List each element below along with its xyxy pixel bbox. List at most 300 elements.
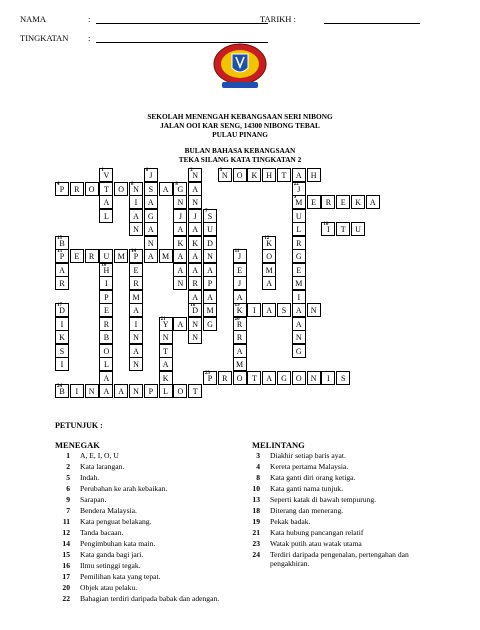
cell-letter: D — [207, 238, 213, 248]
cell-letter: A — [103, 373, 110, 383]
cell-letter: K — [251, 171, 258, 180]
grid-cell[interactable] — [366, 195, 380, 209]
clue-item — [242, 528, 440, 537]
grid-cell[interactable] — [70, 182, 84, 196]
grid-cell[interactable] — [99, 371, 113, 385]
grid-cell[interactable] — [203, 249, 217, 263]
grid-cell[interactable] — [321, 222, 335, 236]
grid-cell[interactable] — [292, 249, 306, 263]
clue-item — [52, 594, 250, 603]
grid-cell[interactable] — [292, 344, 306, 358]
cell-letter: M — [265, 265, 273, 275]
school-name: SEKOLAH MENENGAH KEBANGSAAN SERI NIBONG — [147, 112, 333, 121]
grid-cell[interactable] — [292, 290, 306, 304]
grid-cell[interactable] — [159, 371, 173, 385]
grid-cell[interactable] — [129, 195, 143, 209]
grid-cell[interactable] — [99, 209, 113, 223]
cell-letter: A — [177, 265, 184, 275]
cell-letter: K — [177, 238, 184, 248]
cell-letter: L — [163, 387, 169, 396]
cell-letter: B — [59, 387, 65, 396]
grid-cell[interactable] — [336, 195, 350, 209]
grid-cell[interactable] — [114, 249, 128, 263]
grid-cell[interactable] — [99, 330, 113, 344]
clue-text: Ilmu setinggi tegak. — [80, 561, 141, 570]
cell-letter: G — [207, 319, 213, 329]
cell-number: 20 — [234, 316, 240, 322]
grid-cell[interactable] — [144, 249, 158, 263]
clue-item — [52, 462, 250, 471]
cell-letter: E — [103, 306, 109, 315]
grid-cell[interactable] — [129, 317, 143, 331]
clue-number: 5 — [66, 473, 70, 482]
grid-cell[interactable] — [233, 249, 247, 263]
cell-letter: M — [295, 279, 303, 288]
clue-number: 18 — [252, 506, 260, 515]
grid-cell[interactable] — [99, 276, 113, 290]
grid-cell[interactable] — [188, 290, 202, 304]
grid-cell[interactable] — [129, 182, 143, 196]
clue-text: Seperti katak di bawah tempurung. — [270, 495, 377, 504]
grid-cell[interactable] — [129, 222, 143, 236]
cell-letter: J — [149, 171, 153, 180]
grid-cell[interactable] — [203, 276, 217, 290]
cell-letter: G — [177, 184, 184, 194]
clue-number: 19 — [252, 517, 260, 526]
cell-letter: R — [192, 279, 198, 288]
grid-cell[interactable] — [292, 222, 306, 236]
grid-cell[interactable] — [188, 249, 202, 263]
clue-item — [52, 561, 250, 570]
cell-letter: P — [59, 184, 65, 194]
cell-letter: J — [238, 252, 242, 261]
clue-item — [52, 473, 250, 482]
cell-letter: A — [207, 292, 213, 302]
cell-letter: N — [310, 373, 317, 383]
grid-cell[interactable] — [262, 249, 276, 263]
grid-cell[interactable] — [173, 249, 187, 263]
clue-number: 17 — [62, 572, 70, 581]
grid-cell[interactable] — [159, 249, 173, 263]
cell-letter: M — [236, 360, 244, 369]
cell-letter: V — [103, 171, 110, 180]
clue-text: Kereta pertama Malaysia. — [270, 462, 349, 471]
cell-letter: R — [236, 333, 243, 342]
cell-letter: I — [327, 225, 330, 234]
grid-cell[interactable] — [292, 182, 306, 196]
grid-cell[interactable] — [233, 290, 247, 304]
clue-number: 22 — [62, 594, 70, 603]
cell-letter: T — [103, 184, 109, 194]
grid-cell[interactable] — [188, 168, 202, 182]
grid-cell[interactable] — [144, 236, 158, 250]
cell-letter: A — [147, 198, 154, 207]
grid-cell[interactable] — [277, 303, 291, 317]
grid-cell[interactable] — [99, 344, 113, 358]
grid-cell[interactable] — [292, 209, 306, 223]
grid-cell[interactable] — [173, 263, 187, 277]
grid-cell[interactable] — [55, 330, 69, 344]
grid-cell[interactable] — [188, 317, 202, 331]
grid-cell[interactable] — [262, 263, 276, 277]
cell-letter: N — [133, 333, 139, 342]
grid-cell[interactable] — [233, 303, 247, 317]
clue-number: 6 — [66, 484, 70, 493]
cell-letter: J — [297, 184, 301, 194]
grid-cell[interactable] — [188, 263, 202, 277]
grid-cell[interactable] — [99, 357, 113, 371]
cell-letter: A — [266, 306, 273, 315]
cell-number: 13 — [57, 249, 62, 254]
cell-letter: J — [178, 211, 182, 221]
grid-cell[interactable] — [336, 371, 350, 385]
cell-letter: N — [192, 319, 199, 329]
clue-text: Pemilihan kata yang tepat. — [80, 572, 161, 581]
cell-letter: A — [295, 171, 302, 180]
grid-cell[interactable] — [55, 317, 69, 331]
grid-cell[interactable] — [292, 317, 306, 331]
cell-letter: S — [59, 346, 65, 356]
cell-letter: I — [60, 319, 64, 329]
cell-letter: M — [117, 252, 125, 261]
cell-number: 19 — [234, 303, 240, 308]
grid-cell[interactable] — [233, 168, 247, 182]
grid-cell[interactable] — [99, 317, 113, 331]
grid-cell[interactable] — [144, 384, 158, 398]
cell-letter: O — [236, 171, 243, 180]
grid-cell[interactable] — [129, 249, 143, 263]
cell-letter: P — [59, 252, 65, 261]
cell-letter: K — [236, 306, 243, 315]
grid-cell[interactable] — [99, 195, 113, 209]
cell-letter: N — [177, 279, 184, 288]
cell-letter: G — [295, 252, 302, 261]
grid-cell[interactable] — [247, 303, 261, 317]
grid-cell[interactable] — [188, 276, 202, 290]
grid-cell[interactable] — [262, 276, 276, 290]
clue-number: 12 — [62, 528, 70, 537]
cell-letter: A — [147, 225, 154, 234]
grid-cell[interactable] — [70, 249, 84, 263]
grid-cell[interactable] — [99, 168, 113, 182]
cell-letter: I — [134, 198, 138, 207]
cell-letter: A — [207, 265, 213, 275]
grid-cell[interactable] — [233, 371, 247, 385]
grid-cell[interactable] — [99, 249, 113, 263]
clue-text: Terdiri daripada pengenalan, pertengahan dan pengakhiran. — [270, 550, 409, 568]
grid-cell[interactable] — [173, 236, 187, 250]
grid-cell[interactable] — [188, 182, 202, 196]
grid-cell[interactable] — [159, 344, 173, 358]
grid-cell[interactable] — [85, 182, 99, 196]
cell-letter: O — [266, 252, 273, 261]
clue-number: 21 — [252, 528, 260, 537]
grid-cell[interactable] — [55, 344, 69, 358]
cell-number: 12 — [264, 235, 270, 241]
cell-letter: P — [148, 387, 154, 396]
grid-cell[interactable] — [188, 209, 202, 223]
grid-cell[interactable] — [203, 290, 217, 304]
cell-letter: P — [207, 279, 213, 288]
grid-cell[interactable] — [55, 276, 69, 290]
grid-cell[interactable] — [292, 276, 306, 290]
cell-letter: G — [281, 373, 287, 383]
school-address: JALAN OOI KAR SENG, 14300 NIBONG TEBAL — [160, 121, 320, 130]
grid-cell[interactable] — [173, 195, 187, 209]
grid-cell[interactable] — [173, 384, 187, 398]
cell-letter: M — [132, 292, 140, 302]
cell-letter: E — [237, 265, 243, 275]
grid-cell[interactable] — [85, 384, 99, 398]
cell-letter: N — [133, 387, 139, 396]
clue-item — [52, 495, 250, 504]
clue-item — [242, 506, 440, 515]
cell-letter: A — [192, 265, 199, 275]
grid-cell[interactable] — [233, 330, 247, 344]
cell-letter: T — [340, 225, 346, 234]
name-field[interactable]: NAMA : — [20, 14, 46, 24]
grid-cell[interactable] — [129, 276, 143, 290]
grid-cell[interactable] — [159, 317, 173, 331]
grid-cell[interactable] — [159, 384, 173, 398]
grid-cell[interactable] — [203, 371, 217, 385]
grid-cell[interactable] — [99, 182, 113, 196]
cell-letter: G — [295, 346, 302, 356]
clue-text: Kata penguat belakang. — [80, 517, 152, 526]
clue-item — [52, 528, 250, 537]
cell-letter: R — [222, 373, 228, 383]
grid-cell[interactable] — [55, 303, 69, 317]
grid-cell[interactable] — [144, 182, 158, 196]
clue-number: 2 — [66, 462, 70, 471]
clue-item — [242, 473, 440, 482]
grid-cell[interactable] — [55, 182, 69, 196]
cell-letter: T — [251, 373, 257, 383]
grid-cell[interactable] — [99, 263, 113, 277]
grid-cell[interactable] — [173, 276, 187, 290]
grid-cell[interactable] — [129, 384, 143, 398]
grid-cell[interactable] — [262, 168, 276, 182]
cell-letter: A — [192, 292, 199, 302]
cell-number: 14 — [131, 249, 136, 254]
grid-cell[interactable] — [173, 317, 187, 331]
cell-letter: N — [192, 333, 199, 342]
clue-number: 15 — [62, 550, 70, 559]
grid-cell[interactable] — [159, 357, 173, 371]
clue-item — [242, 495, 440, 504]
across-heading: MELINTANG — [252, 440, 305, 450]
date-label: TARIKH : — [260, 14, 296, 24]
grid-cell[interactable] — [351, 222, 365, 236]
cell-letter: P — [133, 252, 139, 261]
grid-cell[interactable] — [292, 303, 306, 317]
cell-letter: J — [193, 211, 197, 221]
grid-cell[interactable] — [70, 384, 84, 398]
clue-number: 3 — [256, 451, 260, 460]
grid-cell[interactable] — [262, 236, 276, 250]
clue-item — [52, 517, 250, 526]
grid-cell[interactable] — [144, 209, 158, 223]
grid-cell[interactable] — [233, 344, 247, 358]
cell-letter: L — [296, 225, 302, 234]
cell-number: 3 — [219, 168, 223, 173]
grid-cell[interactable] — [188, 236, 202, 250]
grid-cell[interactable] — [351, 195, 365, 209]
cell-letter: A — [162, 360, 169, 369]
grid-cell[interactable] — [144, 195, 158, 209]
grid-cell[interactable] — [307, 168, 321, 182]
clue-text: Watak putih atau watak utama — [270, 539, 362, 548]
clue-text: Kata ganti diri orang ketiga. — [270, 473, 356, 482]
grid-cell[interactable] — [218, 168, 232, 182]
grid-cell[interactable] — [292, 371, 306, 385]
grid-cell[interactable] — [203, 303, 217, 317]
cell-letter: O — [118, 184, 125, 194]
grid-cell[interactable] — [114, 384, 128, 398]
grid-cell[interactable] — [159, 182, 173, 196]
grid-cell[interactable] — [233, 317, 247, 331]
grid-cell[interactable] — [292, 236, 306, 250]
cell-letter: A — [133, 306, 139, 315]
grid-cell[interactable] — [85, 249, 99, 263]
grid-cell[interactable] — [55, 357, 69, 371]
grid-cell[interactable] — [144, 168, 158, 182]
cell-letter: R — [296, 238, 302, 248]
grid-cell[interactable] — [129, 357, 143, 371]
grid-cell[interactable] — [321, 195, 335, 209]
grid-cell[interactable] — [99, 303, 113, 317]
form-field[interactable]: TINGKATAN : — [20, 33, 68, 43]
clue-text: Indah. — [80, 473, 100, 482]
cell-letter: R — [325, 198, 332, 207]
grid-cell[interactable] — [188, 222, 202, 236]
cell-letter: H — [310, 171, 317, 180]
cell-number: 17 — [57, 303, 62, 308]
cell-letter: B — [59, 238, 65, 248]
cell-letter: N — [295, 333, 302, 342]
clue-item — [52, 484, 250, 493]
cell-letter: A — [103, 387, 110, 396]
grid-cell[interactable] — [203, 209, 217, 223]
cell-letter: M — [295, 198, 303, 207]
grid-cell[interactable] — [129, 263, 143, 277]
grid-cell[interactable] — [321, 371, 335, 385]
cell-letter: H — [266, 171, 273, 180]
grid-cell[interactable] — [129, 209, 143, 223]
clue-text: Pekak badak. — [270, 517, 311, 526]
cell-letter: S — [340, 373, 346, 383]
clue-text: Perubahan ke arah kebaikan. — [80, 484, 168, 493]
grid-cell[interactable] — [188, 303, 202, 317]
cell-letter: A — [177, 252, 184, 261]
grid-cell[interactable] — [55, 384, 69, 398]
grid-cell[interactable] — [247, 168, 261, 182]
cell-letter: S — [148, 184, 154, 194]
grid-cell[interactable] — [129, 330, 143, 344]
grid-cell[interactable] — [114, 182, 128, 196]
school-state: PULAU PINANG — [212, 130, 268, 139]
clue-text: Kata larangan. — [80, 462, 125, 471]
cell-number: 6 — [145, 168, 149, 173]
grid-cell[interactable] — [233, 263, 247, 277]
grid-cell[interactable] — [203, 263, 217, 277]
cell-letter: U — [295, 211, 302, 221]
grid-cell[interactable] — [218, 371, 232, 385]
cell-letter: E — [311, 198, 317, 207]
grid-cell[interactable] — [144, 222, 158, 236]
grid-cell[interactable] — [247, 371, 261, 385]
clue-text: Diakhir setiap baris ayat. — [270, 451, 346, 460]
cell-letter: O — [236, 373, 243, 383]
cell-number: 16 — [101, 262, 107, 268]
grid-cell[interactable] — [173, 182, 187, 196]
grid-cell[interactable] — [307, 195, 321, 209]
cell-letter: E — [133, 265, 139, 275]
grid-cell[interactable] — [336, 222, 350, 236]
grid-cell[interactable] — [203, 222, 217, 236]
grid-cell[interactable] — [203, 317, 217, 331]
clue-text: Bendera Malaysia. — [80, 506, 137, 515]
grid-cell[interactable] — [173, 209, 187, 223]
grid-cell[interactable] — [292, 330, 306, 344]
grid-cell[interactable] — [307, 371, 321, 385]
cell-number: 7 — [205, 208, 208, 214]
grid-cell[interactable] — [99, 290, 113, 304]
grid-cell[interactable] — [233, 357, 247, 371]
grid-cell[interactable] — [233, 276, 247, 290]
cell-letter: E — [74, 252, 80, 261]
grid-cell[interactable] — [307, 303, 321, 317]
cell-letter: N — [88, 387, 95, 396]
grid-cell[interactable] — [55, 249, 69, 263]
cell-letter: N — [192, 198, 199, 207]
grid-cell[interactable] — [129, 290, 143, 304]
cell-letter: R — [74, 184, 80, 194]
cell-letter: A — [295, 319, 302, 329]
grid-cell[interactable] — [99, 384, 113, 398]
form-label: TINGKATAN — [20, 33, 69, 43]
grid-cell[interactable] — [292, 168, 306, 182]
grid-cell[interactable] — [159, 330, 173, 344]
grid-cell[interactable] — [277, 371, 291, 385]
grid-cell[interactable] — [203, 236, 217, 250]
cell-number: 24 — [57, 384, 62, 389]
grid-cell[interactable] — [129, 344, 143, 358]
grid-cell[interactable] — [262, 303, 276, 317]
grid-cell[interactable] — [188, 384, 202, 398]
cell-letter: P — [207, 373, 213, 383]
grid-cell[interactable] — [129, 303, 143, 317]
cell-letter: T — [281, 171, 287, 180]
cell-letter: H — [103, 265, 110, 275]
cell-letter: I — [60, 360, 64, 369]
cell-letter: I — [327, 373, 330, 383]
grid-cell[interactable] — [262, 371, 276, 385]
cell-letter: O — [103, 346, 110, 356]
grid-cell[interactable] — [277, 168, 291, 182]
cell-letter: A — [118, 387, 125, 396]
grid-cell[interactable] — [173, 222, 187, 236]
grid-cell[interactable] — [55, 263, 69, 277]
clue-item — [242, 462, 440, 471]
cell-letter: A — [192, 252, 199, 261]
grid-cell[interactable] — [55, 236, 69, 250]
grid-cell[interactable] — [292, 195, 306, 209]
hints-heading: PETUNJUK : — [55, 421, 103, 430]
grid-cell[interactable] — [188, 330, 202, 344]
grid-cell[interactable] — [188, 195, 202, 209]
grid-cell[interactable] — [292, 263, 306, 277]
